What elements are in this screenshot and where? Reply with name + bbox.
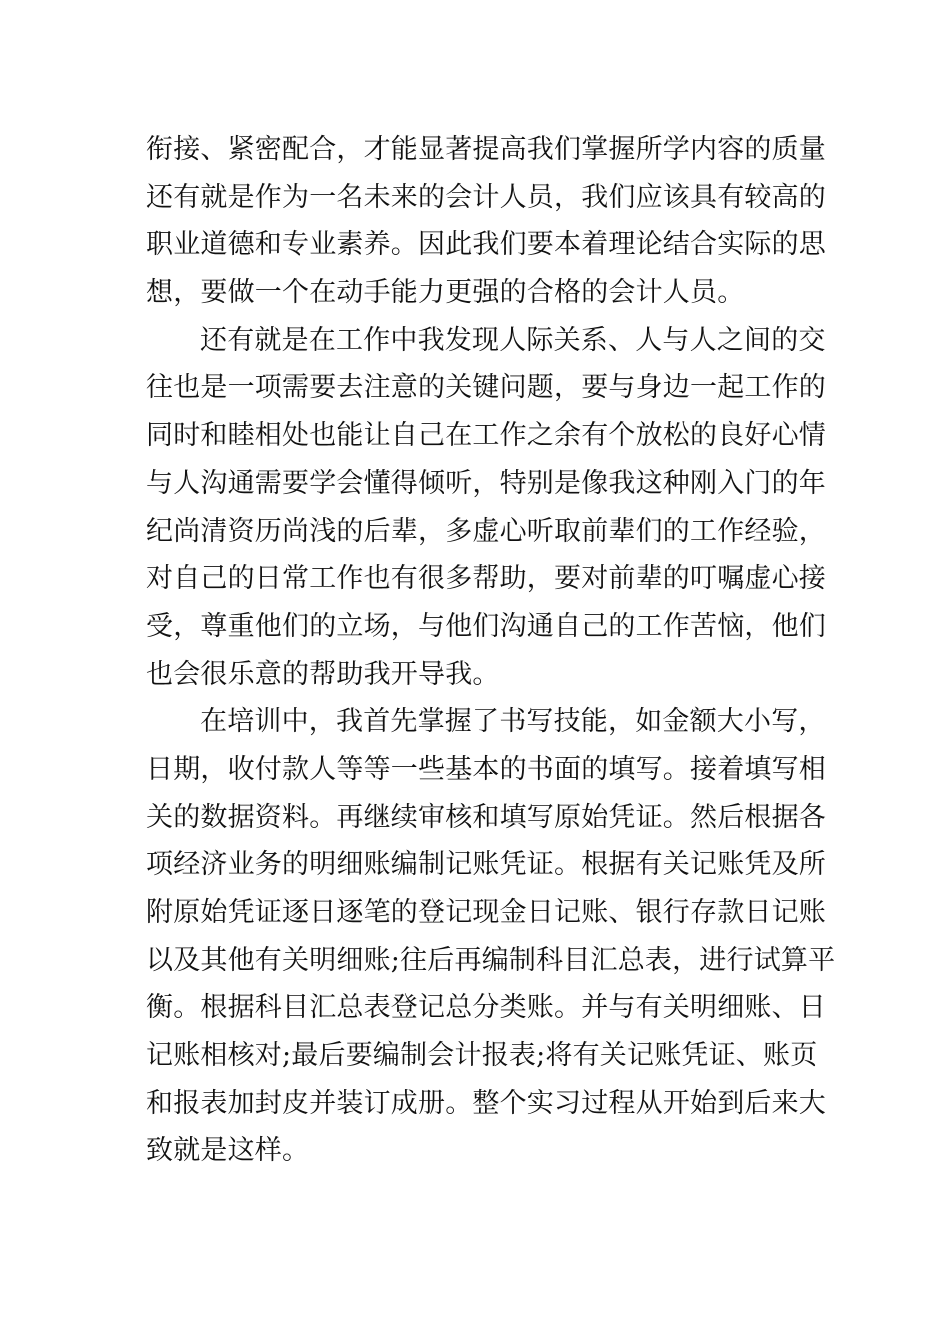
text-line: 项经济业务的明细账编制记账凭证。根据有关记账凭及所 (146, 849, 826, 881)
text-line: 致就是这样。 (146, 1135, 310, 1167)
text-line: 以及其他有关明细账;往后再编制科目汇总表，进行试算平 (146, 944, 836, 976)
text-line: 往也是一项需要去注意的关键问题，要与身边一起工作的 (146, 372, 826, 404)
paragraph-first-line: 在培训中，我首先掌握了书写技能，如金额大小写， (200, 706, 826, 738)
text-line: 衡。根据科目汇总表登记总分类账。并与有关明细账、日 (146, 992, 826, 1024)
text-line: 与人沟通需要学会懂得倾听，特别是像我这种刚入门的年 (146, 467, 826, 499)
text-line: 还有就是作为一名未来的会计人员，我们应该具有较高的 (146, 181, 826, 213)
text-line: 也会很乐意的帮助我开导我。 (146, 658, 500, 690)
text-line: 衔接、紧密配合，才能显著提高我们掌握所学内容的质量 (146, 134, 826, 165)
text-line: 职业道德和专业素养。因此我们要本着理论结合实际的思 (146, 229, 826, 261)
text-line: 关的数据资料。再继续审核和填写原始凭证。然后根据各 (146, 801, 826, 833)
text-line: 想，要做一个在动手能力更强的合格的会计人员。 (146, 277, 745, 309)
paragraph-first-line: 还有就是在工作中我发现人际关系、人与人之间的交 (200, 324, 826, 356)
text-line: 纪尚清资历尚浅的后辈，多虚心听取前辈们的工作经验， (146, 515, 826, 547)
text-line: 同时和睦相处也能让自己在工作之余有个放松的良好心情 (146, 420, 826, 452)
text-line: 附原始凭证逐日逐笔的登记现金日记账、银行存款日记账 (146, 897, 826, 928)
text-line: 日期，收付款人等等一些基本的书面的填写。接着填写相 (146, 753, 826, 785)
text-line: 记账相核对;最后要编制会计报表;将有关记账凭证、账页 (146, 1040, 818, 1072)
text-line: 和报表加封皮并装订成册。整个实习过程从开始到后来大 (146, 1087, 826, 1119)
document-body (146, 126, 836, 1175)
text-line: 受，尊重他们的立场，与他们沟通自己的工作苦恼，他们 (146, 610, 826, 642)
text-line: 对自己的日常工作也有很多帮助，要对前辈的叮嘱虚心接 (146, 563, 826, 595)
